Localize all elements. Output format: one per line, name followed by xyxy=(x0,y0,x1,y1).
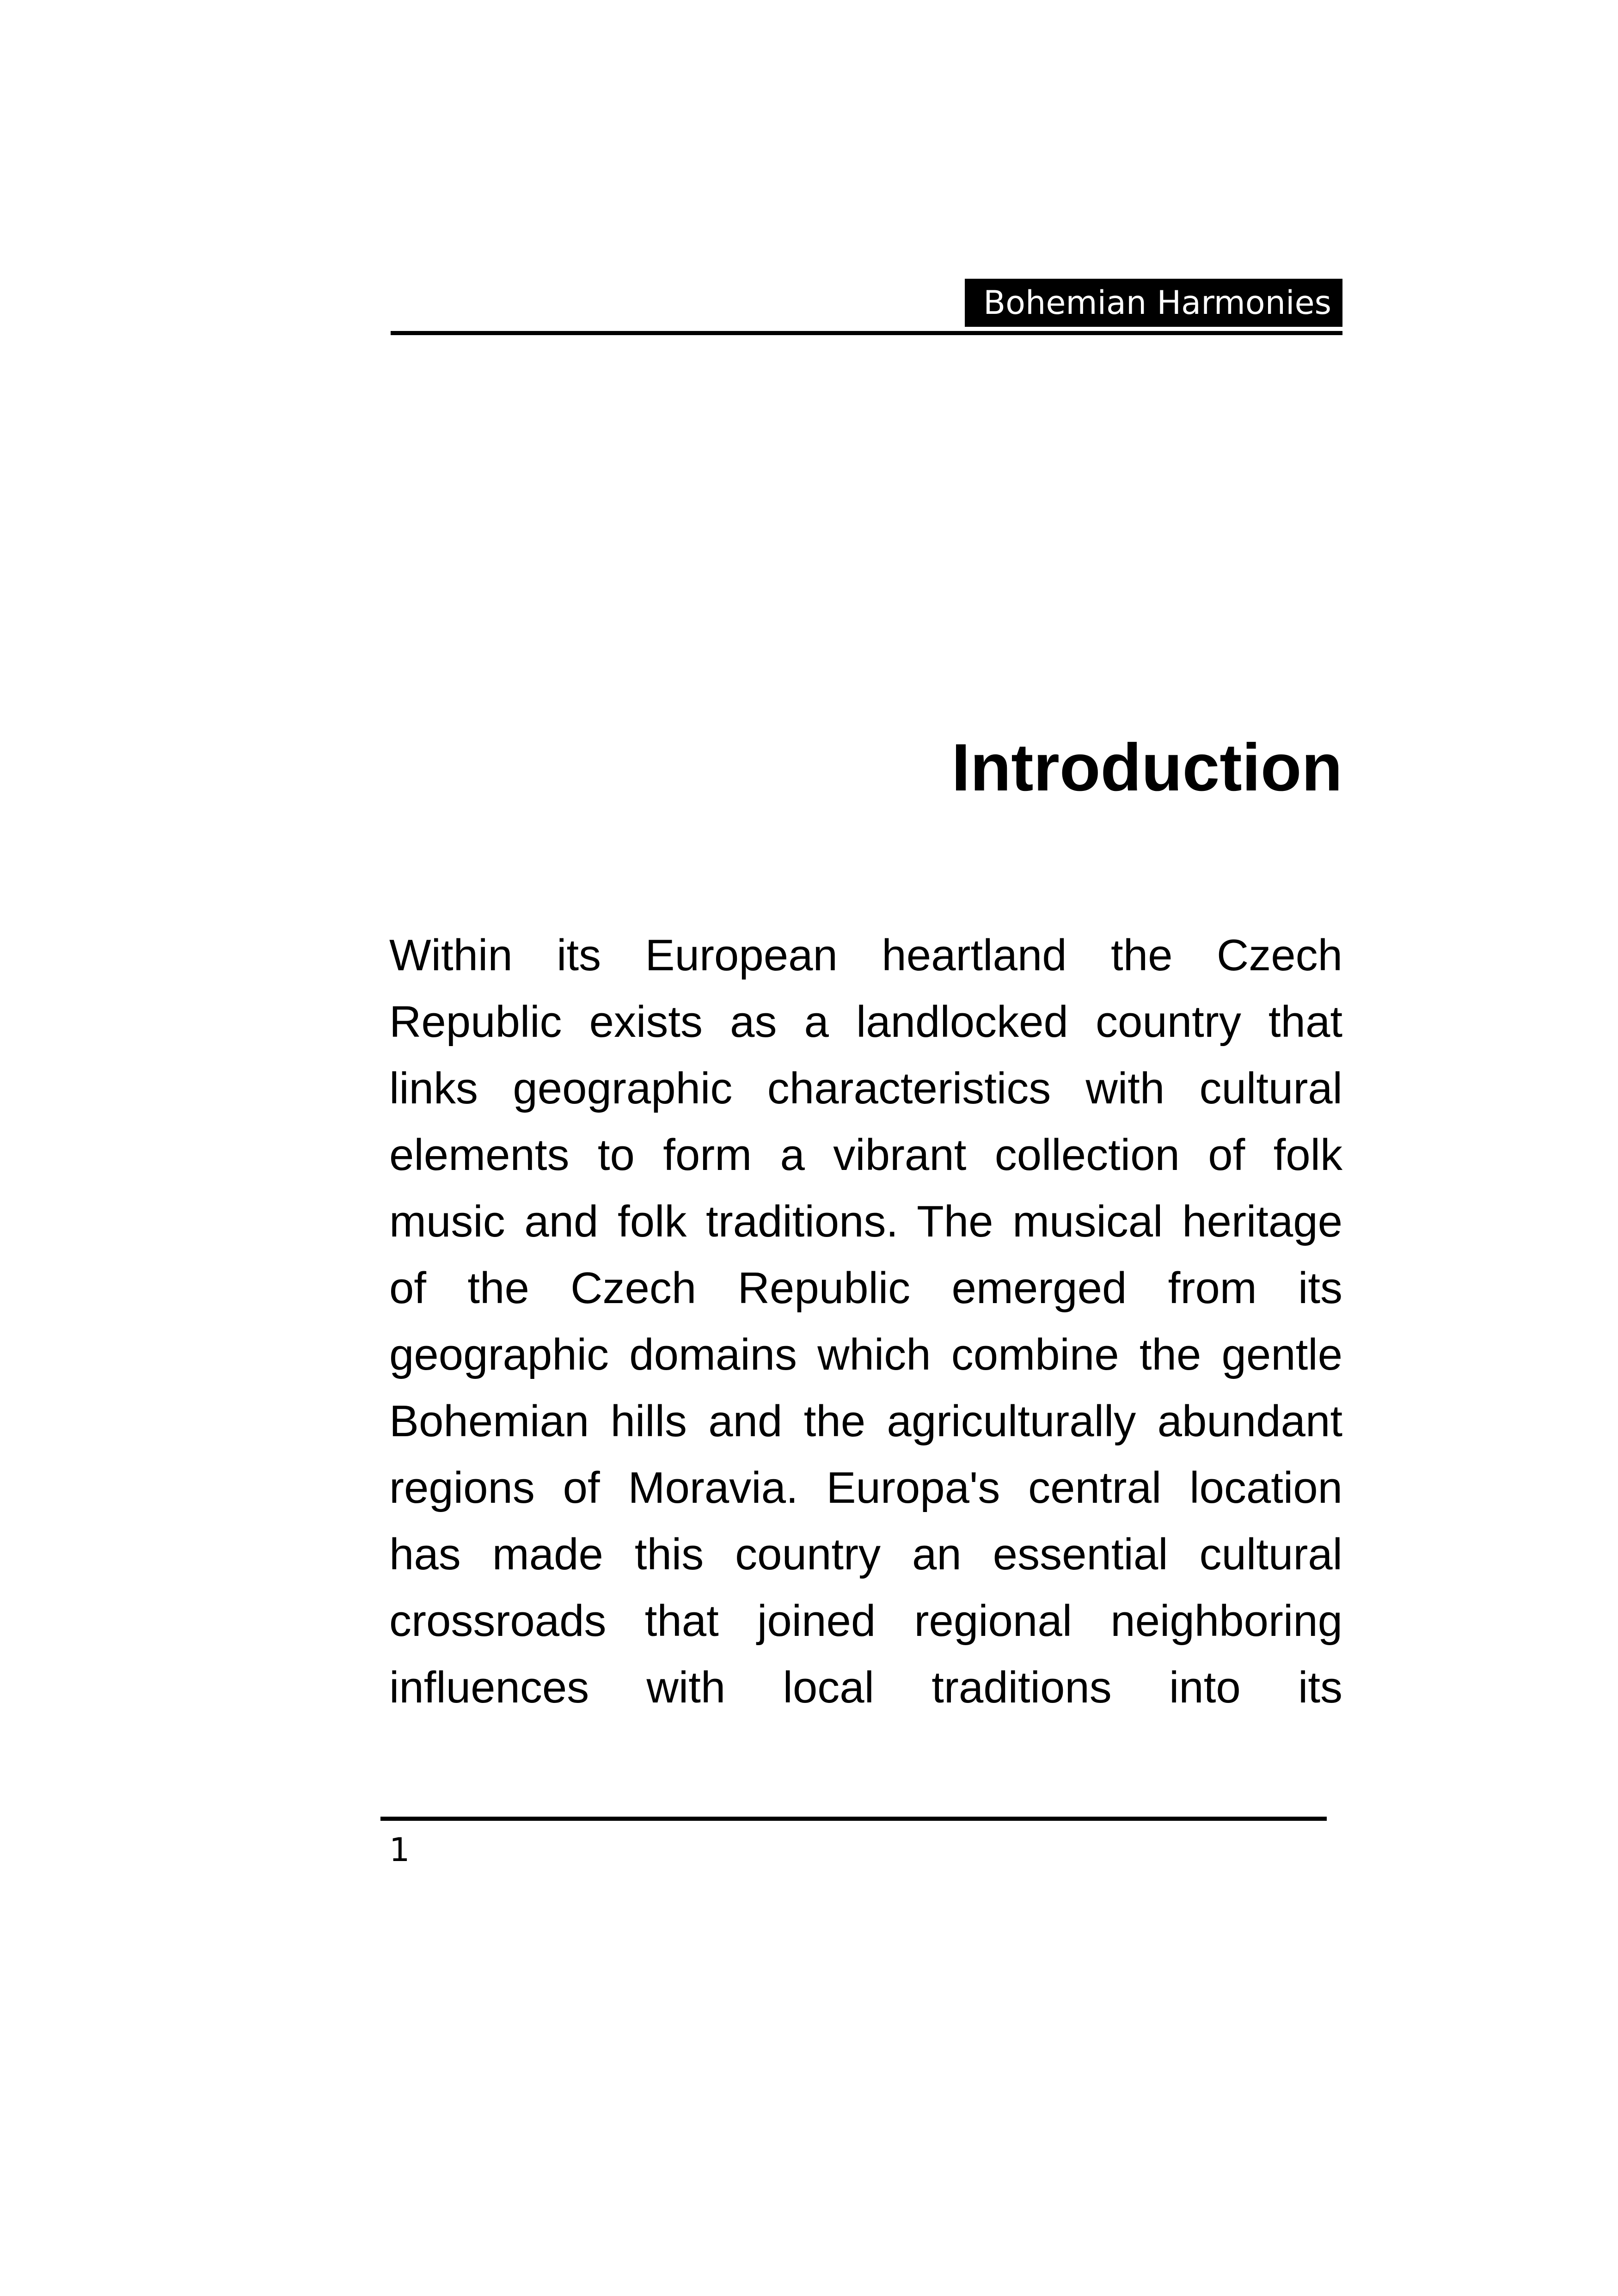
running-header-title: Bohemian Harmonies xyxy=(965,279,1342,327)
header-rule xyxy=(391,331,1342,335)
footer-rule xyxy=(380,1817,1327,1821)
chapter-title: Introduction xyxy=(951,730,1342,805)
body-paragraph: Within its European heartland the Czech Republic exists as a landlocked country that links geographic characteristics with cultural elements to form a vibrant collection of folk music and folk traditions. The musical heritage of the Czech Republic emerged from its geographic domains which combine the gentle Bohemian hills and the agriculturally abundant regions of Moravia. Europa's central location has made this country an essential cultural crossroads that joined regional neighboring influences with local traditions into its xyxy=(389,931,1342,1712)
page-number: 1 xyxy=(389,1831,410,1869)
